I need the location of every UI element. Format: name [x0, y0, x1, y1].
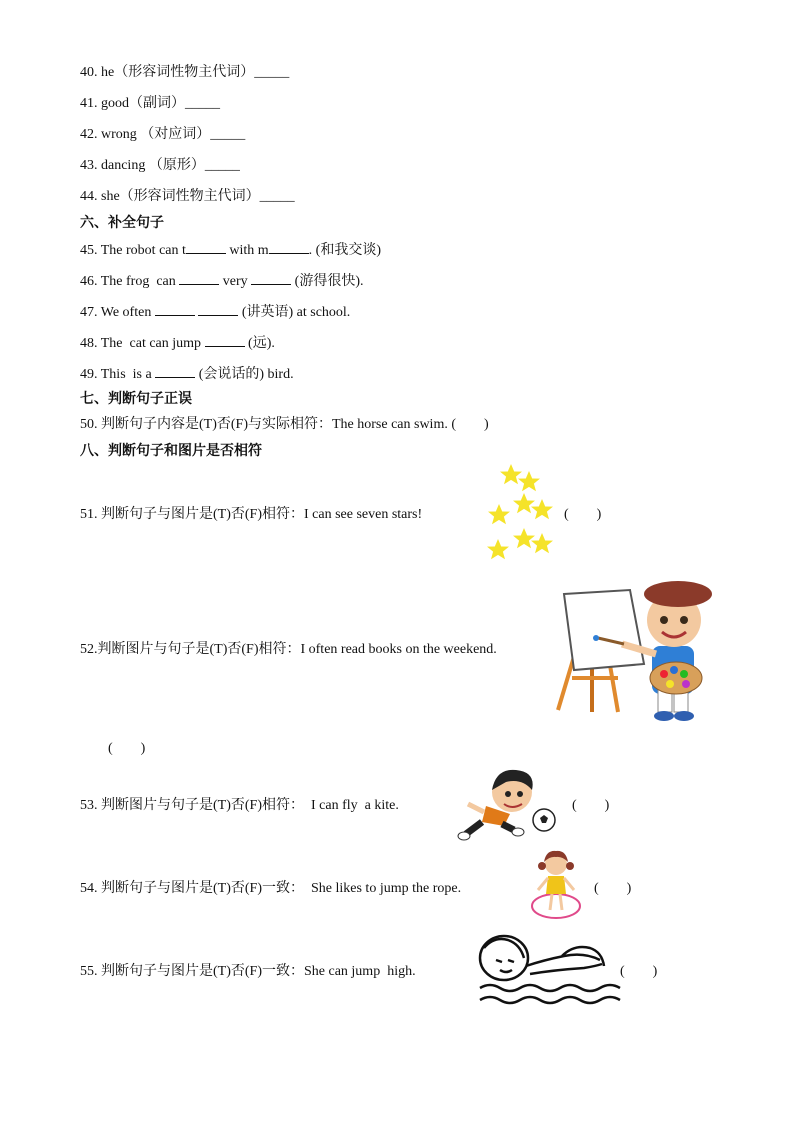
answer-blank[interactable]: _____ [185, 96, 220, 111]
answer-paren[interactable]: ( ) [572, 798, 610, 813]
seven-stars-image [484, 462, 560, 566]
question-number: 51. [80, 507, 98, 522]
question-number: 43. [80, 158, 98, 173]
sentence-part: with m [225, 243, 269, 258]
question-text: dancing （原形） [101, 158, 205, 173]
answer-paren[interactable]: ( ) [594, 881, 632, 896]
sentence-part: (远). [244, 336, 275, 351]
question-number: 41. [80, 96, 98, 111]
answer-blank[interactable] [269, 240, 309, 254]
question-53 [80, 797, 399, 815]
question-number: 54. [80, 881, 98, 896]
sentence-part: We often [100, 305, 155, 320]
question-text: wrong （对应词） [101, 127, 211, 142]
answer-blank[interactable]: _____ [259, 189, 295, 204]
question-text: 判断句子与图片是(T)否(F)相符：I can see seven stars! [101, 507, 423, 522]
question-text: good（副词） [101, 96, 185, 111]
question-number: 55. [80, 964, 98, 979]
question-52 [80, 641, 497, 659]
question-43 [80, 157, 240, 175]
answer-blank[interactable]: _____ [204, 158, 240, 173]
answer-blank[interactable] [155, 302, 195, 316]
question-number: 44. [80, 189, 98, 204]
question-47 [80, 302, 350, 322]
answer-blank[interactable]: _____ [210, 127, 246, 142]
question-45 [80, 240, 381, 260]
question-number: 49. [80, 367, 98, 382]
boy-soccer-image [456, 764, 560, 846]
answer-blank[interactable] [155, 364, 195, 378]
question-text: 判断句子内容是(T)否(F)与实际相符：The horse can swim. [101, 417, 448, 432]
sentence-part: (游得很快). [291, 274, 364, 289]
star-icon [488, 504, 510, 524]
sentence-part: The frog can [100, 274, 180, 289]
question-44 [80, 188, 295, 206]
answer-paren[interactable]: ( ) [564, 507, 602, 522]
question-51 [80, 506, 422, 524]
question-41 [80, 95, 220, 113]
question-number: 40. [80, 65, 98, 80]
girl-jump-rope-image [528, 848, 584, 922]
question-number: 47. [80, 305, 98, 320]
section-6-title: 六、补全句子 [80, 215, 164, 231]
star-icon [531, 499, 553, 519]
question-text: 判断句子与图片是(T)否(F)一致： She likes to jump the rope. [101, 881, 462, 896]
question-55 [80, 963, 416, 981]
star-icon [513, 528, 535, 548]
sentence-part: very [219, 274, 252, 289]
question-text: 判断图片与句子是(T)否(F)相符：I often read books on the weekend. [97, 642, 497, 657]
answer-paren[interactable]: ( ) [620, 964, 658, 979]
question-text: 判断句子与图片是(T)否(F)一致：She can jump high. [101, 964, 416, 979]
question-number: 48. [80, 336, 98, 351]
question-42 [80, 126, 245, 144]
sentence-part: The robot can t [100, 243, 186, 258]
question-54 [80, 880, 461, 898]
question-text: she（形容词性物主代词） [101, 189, 260, 204]
answer-paren[interactable]: ( ) [451, 417, 489, 432]
question-49 [80, 364, 294, 384]
question-40 [80, 64, 289, 82]
answer-paren[interactable]: ( ) [108, 741, 146, 756]
question-number: 50. [80, 417, 98, 432]
answer-blank[interactable] [186, 240, 226, 254]
swimming-sketch-image [474, 930, 624, 1006]
question-number: 46. [80, 274, 98, 289]
star-icon [513, 493, 535, 513]
star-icon [518, 471, 540, 491]
boy-painting-image [552, 570, 716, 726]
question-text: he（形容词性物主代词） [101, 65, 255, 80]
star-icon [500, 464, 522, 484]
question-number: 52. [80, 642, 98, 657]
answer-blank[interactable] [198, 302, 238, 316]
question-48 [80, 333, 275, 353]
section-8-title: 八、判断句子和图片是否相符 [80, 443, 262, 459]
question-46 [80, 271, 364, 291]
answer-blank[interactable] [251, 271, 291, 285]
section-7-title: 七、判断句子正误 [80, 391, 192, 407]
sentence-part: The cat can jump [100, 336, 205, 351]
star-icon [487, 539, 509, 559]
question-number: 53. [80, 798, 98, 813]
question-text: 判断图片与句子是(T)否(F)相符： I can fly a kite. [101, 798, 399, 813]
sentence-part: This is a [100, 367, 156, 382]
answer-blank[interactable] [179, 271, 219, 285]
sentence-part: . (和我交谈) [308, 243, 381, 258]
question-number: 45. [80, 243, 98, 258]
question-50 [80, 416, 489, 434]
sentence-part: (讲英语) at school. [238, 305, 351, 320]
question-number: 42. [80, 127, 98, 142]
answer-blank[interactable] [205, 333, 245, 347]
sentence-part: (会说话的) bird. [195, 367, 294, 382]
answer-blank[interactable]: _____ [254, 65, 290, 80]
